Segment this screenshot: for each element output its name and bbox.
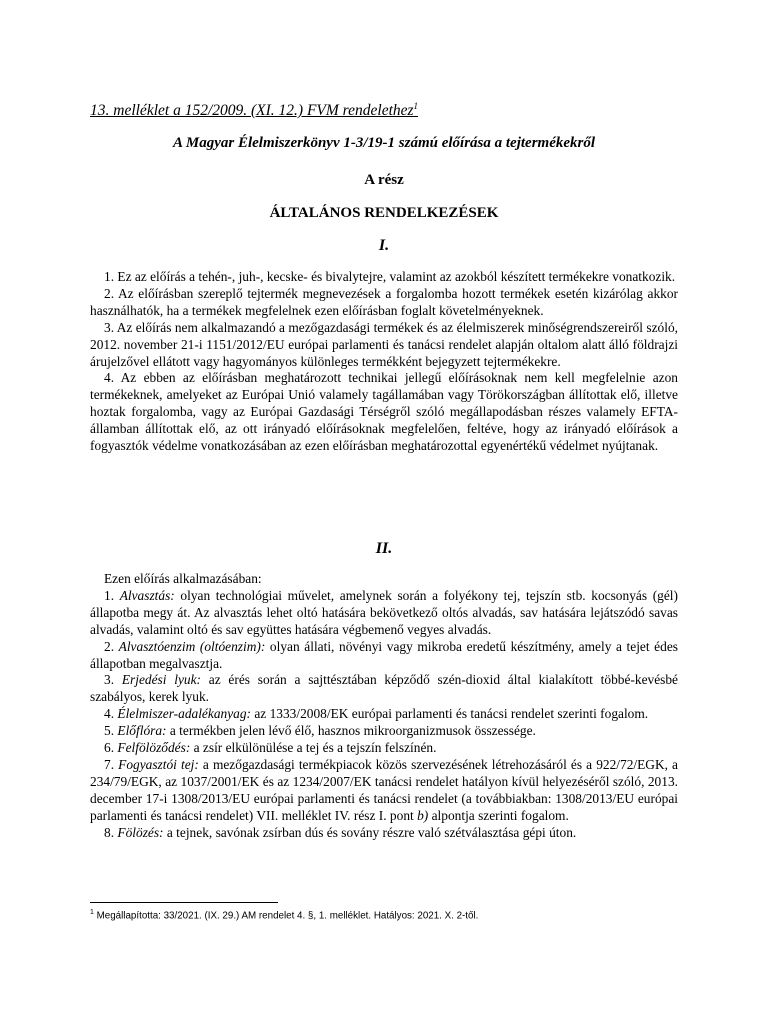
definition-number: 5.	[104, 723, 115, 739]
part-heading: A rész	[364, 172, 404, 188]
footnote-reference[interactable]: 1	[413, 101, 419, 111]
definition-7	[90, 757, 678, 825]
chapter-numeral-1: I.	[378, 237, 390, 254]
paragraph-4: 4. Az ebben az előírásban meghatározott technikai jellegű előírásoknak nem kell megfelelnie azon termékeknek, amelyeket az Európai Unió valamely tagállamában vagy Törökországban állítottak elő, illetve hoztak forgalomba, vagy az Európai Gazdasági Térségről szóló megállapodásban részes valamely EFTA-államban állítottak elő, az ott irányadó előírásoknak megfelelően, feltéve, hogy az irányadó előírások a fogyasztók védelme vonatkozásában az ezen előírásban meghatározottal egyenértékű védelmet nyújtanak.	[90, 370, 678, 454]
definition-number: 1.	[104, 587, 115, 603]
document-title: A Magyar Élelmiszerkönyv 1-3/19-1 számú előírása a tejtermékekről	[172, 135, 596, 151]
definition-text: a zsír elkülönülése a tej és a tejszín felszínén.	[190, 740, 437, 756]
definition-number: 2.	[104, 638, 115, 654]
definition-text: az érés során a sajttésztában képződő szén-dioxid által kialakított többé-kevésbé szabályos, kerek lyuk.	[90, 672, 678, 705]
definition-text-tail: alpontja szerinti fogalom.	[428, 807, 569, 823]
definition-term: Fölözés:	[117, 824, 164, 840]
definition-term: Alvasztás:	[119, 587, 175, 603]
paragraph-2: 2. Az előírásban szereplő tejtermék megnevezések a forgalomba hozott termékek esetén kizárólag akkor használhatók, ha a termékek megfelelnek ezen előírásban foglalt követelményeknek.	[90, 285, 678, 318]
definition-number: 7.	[104, 756, 115, 772]
definition-1	[90, 588, 678, 639]
definition-term: Erjedési lyuk:	[121, 672, 201, 688]
definition-text: a tejnek, savónak zsírban dús és sovány részre való szétválasztása gépi úton.	[163, 824, 577, 840]
footnote	[90, 909, 478, 921]
definition-text: a termékben jelen lévő élő, hasznos mikroorganizmusok összessége.	[166, 723, 536, 739]
definition-text: az 1333/2008/EK európai parlamenti és tanácsi rendelet szerinti fogalom.	[251, 706, 649, 722]
paragraph-1: 1. Ez az előírás a tehén-, juh-, kecske- és bivalytejre, valamint az azokból készített termékekre vonatkozik.	[104, 269, 676, 284]
definition-term: Felfölöződés:	[117, 740, 191, 756]
definition-term: Fogyasztói tej:	[118, 756, 199, 772]
definition-number: 6.	[104, 740, 115, 756]
chapter-2-body	[90, 571, 678, 842]
annex-text: 13. melléklet a 152/2009. (XI. 12.) FVM rendelethez	[90, 102, 414, 120]
definition-3	[90, 672, 678, 706]
definition-term: Alvasztóenzim (oltóenzim):	[118, 638, 266, 654]
definition-text: olyan állati, növényi vagy mikroba eredetű készítmény, amely a tejet édes állapotban megalvasztja.	[90, 638, 678, 671]
definition-text: a mezőgazdasági termékpiacok közös szervezésének létrehozásáról és a 922/72/EGK, a 234/79/EGK, az 1037/2001/EK és az 1234/2007/EK tanácsi rendelet hatályon kívül helyezéséről szóló, 2013. december 17-i 1308/2013/EU európai parlamenti és tanácsi rendelet (a továbbiakban: 1308/2013/EU európai parlamenti és tanácsi rendelet) VII. melléklet IV. rész I. pont	[90, 756, 678, 823]
definitions-intro: Ezen előírás alkalmazásában:	[104, 571, 262, 586]
definition-6	[90, 740, 678, 757]
chapter-numeral-2: II.	[375, 540, 393, 557]
footnote-separator	[90, 902, 278, 903]
definition-subpoint: b)	[417, 807, 429, 823]
definition-2	[90, 639, 678, 673]
definition-8	[90, 825, 678, 842]
definition-5	[90, 723, 678, 740]
definition-number: 4.	[104, 706, 115, 722]
paragraph-3: 3. Az előírás nem alkalmazandó a mezőgazdasági termékek és az élelmiszerek minőségrendszereiről szóló, 2012. november 21-i 1151/2012/EU európai parlamenti és tanácsi rendelet alapján oltalom alatt álló földrajzi árujelzővel ellátott vagy hagyományos különleges termékként bejegyzett tejtermékekre.	[90, 319, 678, 369]
section-title: ÁLTALÁNOS RENDELKEZÉSEK	[269, 205, 499, 221]
footnote-mark: 1	[90, 909, 94, 916]
definition-number: 8.	[104, 824, 115, 840]
footnote-text: Megállapította: 33/2021. (IX. 29.) AM rendelet 4. §, 1. melléklet. Hatályos: 2021. X. 2-től.	[93, 910, 479, 922]
definition-text: olyan technológiai művelet, amelynek során a folyékony tej, tejszín stb. kocsonyás (gél) állapotba megy át. Az alvasztás lehet oltó hatására bekövetkező oltós alvadás, sav hatására lejátszódó savas alvadás, valamint oltó és sav együttes hatására végbemenő vegyes alvadás.	[90, 587, 678, 637]
definition-term: Előflóra:	[117, 723, 167, 739]
annex-reference	[90, 101, 418, 120]
definition-number: 3.	[104, 672, 115, 688]
definition-4	[90, 706, 678, 723]
chapter-1-body	[90, 269, 678, 455]
definition-term: Élelmiszer-adalékanyag:	[117, 706, 252, 722]
